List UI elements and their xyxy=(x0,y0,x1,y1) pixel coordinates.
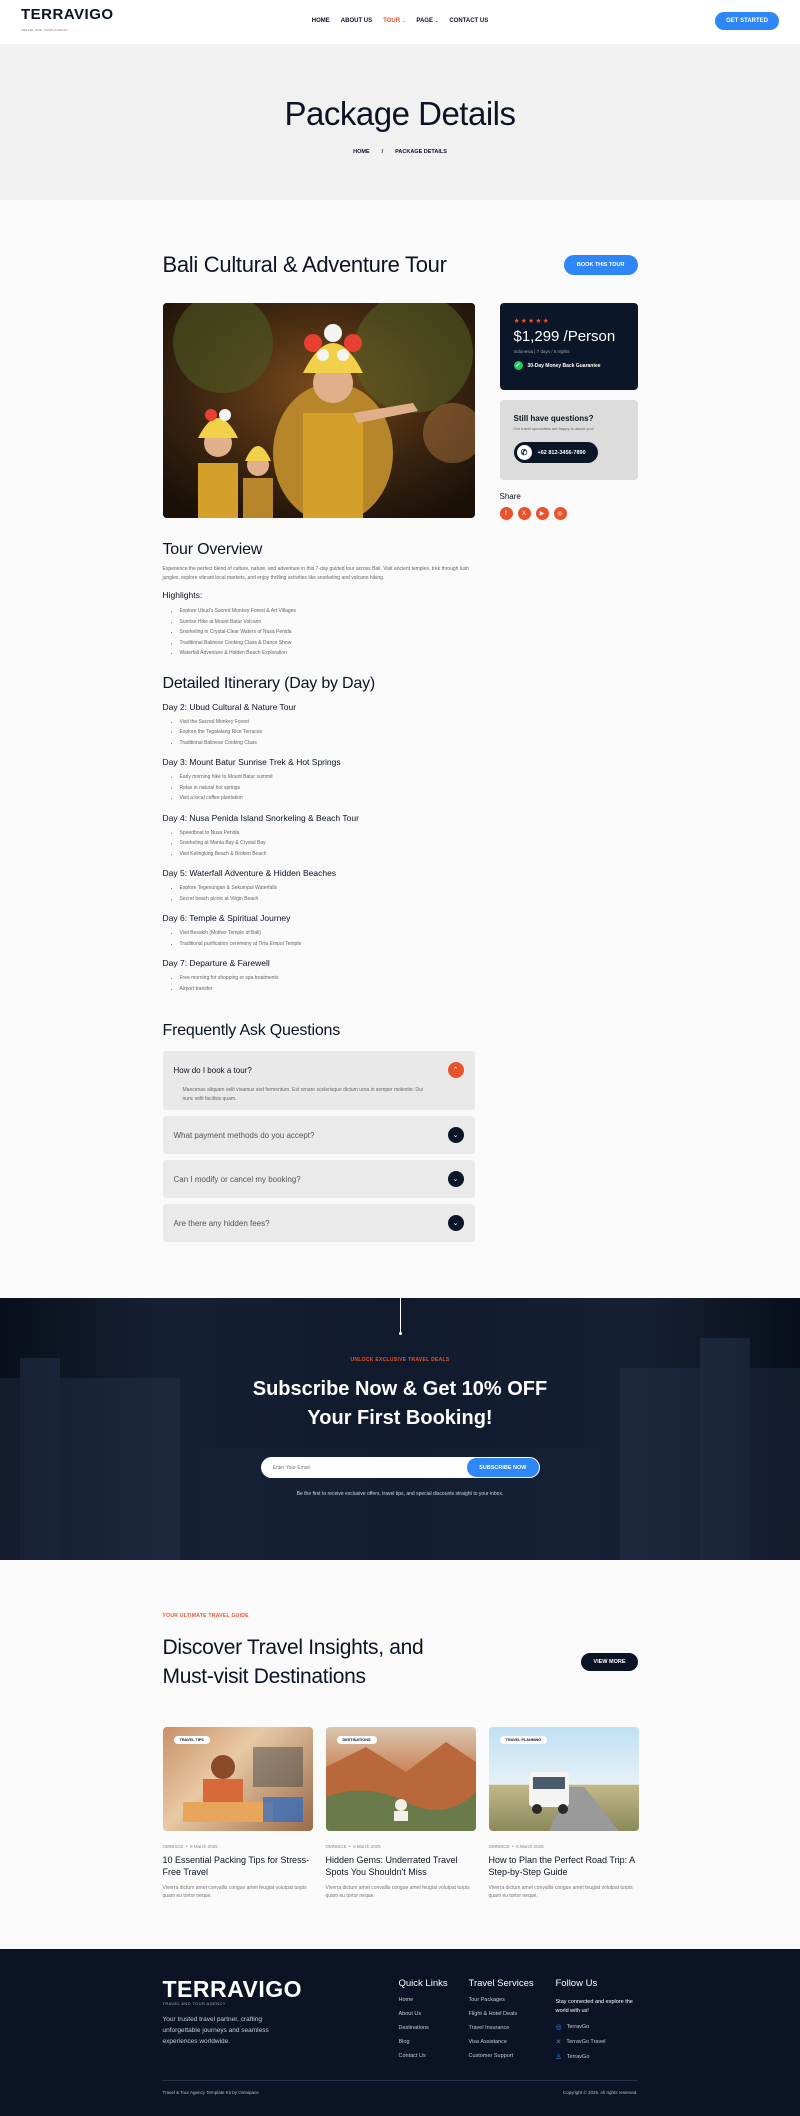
list-item: • Free morning for shopping or spa treatments xyxy=(180,973,475,984)
blog-meta: OMNISCE • 6 March 2025 xyxy=(325,1844,381,1849)
phone-button[interactable]: ✆ +62 812-3456-7890 xyxy=(514,442,598,463)
list-item: • Early morning hike to Mount Batur summit xyxy=(180,772,475,783)
follow-title: Follow Us xyxy=(555,1978,598,1989)
email-input[interactable] xyxy=(273,1465,413,1471)
highlights-title: Highlights: xyxy=(162,590,203,600)
price-card xyxy=(500,303,638,390)
day-title: Day 4: Nusa Penida Island Snorkeling & Beach Tour xyxy=(162,812,359,823)
itinerary-day xyxy=(163,958,475,994)
x-icon: ✕ xyxy=(555,2039,562,2046)
blog-excerpt: Viverra dictum amet convallis congue amet feugiat volutpat turpis quam eu tortor neque. xyxy=(162,1885,307,1899)
chevron-down-icon[interactable]: ⌄ xyxy=(448,1215,464,1231)
blog-card[interactable] xyxy=(489,1727,639,1900)
blog-image xyxy=(163,1727,313,1831)
day-title: Day 6: Temple & Spiritual Journey xyxy=(162,913,291,923)
left-column xyxy=(163,303,475,1248)
questions-title: Still have questions? xyxy=(513,414,594,423)
nav-contact[interactable]: CONTACT US xyxy=(449,18,489,24)
decorative-line xyxy=(400,1298,401,1333)
subscribe-title: Subscribe Now & Get 10% OFF Your First Booking! xyxy=(252,1378,548,1429)
day-title: Day 5: Waterfall Adventure & Hidden Beaches xyxy=(162,868,337,878)
blog-card[interactable] xyxy=(326,1727,476,1900)
social-link[interactable]: ◎ TerravGo xyxy=(555,2024,590,2031)
check-icon: ✓ xyxy=(515,363,521,369)
blog-meta: OMNISCE • 6 March 2025 xyxy=(488,1844,544,1849)
chevron-down-icon[interactable]: ⌄ xyxy=(448,1171,464,1187)
list-item: • Traditional Balinese Cooking Class & Dance Show xyxy=(180,638,475,649)
list-item: • Visit Kelingking Beach & Broken Beach xyxy=(180,849,475,860)
blog-excerpt: Viverra dictum amet convallis congue amet feugiat volutpat turpis quam eu tortor neque. xyxy=(325,1885,470,1899)
view-more-button[interactable]: VIEW MORE xyxy=(581,1653,637,1671)
tour-image xyxy=(163,303,475,518)
tour-overview xyxy=(163,541,475,659)
list-item: • Explore Tegenungan & Sekumpul Waterfalls xyxy=(180,883,475,894)
faq-question: Can I modify or cancel my booking? xyxy=(173,1174,301,1184)
list-item: • Explore the Tegalalang Rice Terraces xyxy=(180,727,475,738)
instagram-icon[interactable]: ◎ xyxy=(554,507,567,520)
blog-section xyxy=(163,1560,638,1900)
list-item: • Relax in natural hot springs xyxy=(180,783,475,794)
footer-credit: Travel & Tour Agency Template Kit by Omnipace xyxy=(162,2090,259,2095)
list-item: • Traditional Balinese Cooking Class xyxy=(180,738,475,749)
main-nav xyxy=(312,18,488,24)
subscribe-form xyxy=(261,1457,540,1478)
blog-tag: TRAVEL TIPS xyxy=(174,1736,210,1744)
list-item: • Secret beach picnic at Virgin Beach xyxy=(180,894,475,905)
blog-post-title[interactable]: Hidden Gems: Underrated Travel Spots You Shouldn't Miss xyxy=(325,1855,458,1877)
blog-tag: DESTINATIONS xyxy=(337,1736,377,1744)
itinerary-day xyxy=(163,813,475,860)
blog-tag: TRAVEL PLANNING xyxy=(500,1736,548,1744)
faq-item[interactable] xyxy=(163,1204,475,1242)
faq-question: How do I book a tour? xyxy=(173,1065,252,1075)
questions-subtitle: Our travel specialists are happy to assist you! xyxy=(513,426,594,431)
day-title: Day 3: Mount Batur Sunrise Trek & Hot Springs xyxy=(162,757,341,767)
blog-kicker: YOUR ULTIMATE TRAVEL GUIDE xyxy=(162,1613,249,1619)
footer-quick-links xyxy=(399,1978,448,2059)
faq-list xyxy=(163,1051,475,1242)
book-tour-button[interactable]: BOOK THIS TOUR xyxy=(564,255,638,275)
highlights-list xyxy=(163,606,475,659)
itinerary-day xyxy=(163,868,475,904)
youtube-icon[interactable]: ▶ xyxy=(536,507,549,520)
subscribe-note: Be the first to receive exclusive offers, travel tips, and special discounts straight to your inbox. xyxy=(296,1491,504,1497)
itinerary-title: Detailed Itinerary (Day by Day) xyxy=(162,674,376,692)
footer-link[interactable]: About Us xyxy=(398,2011,422,2017)
faq-item[interactable] xyxy=(163,1051,475,1110)
list-item: • Snorkeling in Crystal-Clear Waters of Nusa Penida xyxy=(180,627,475,638)
rating-stars: ★★★★★ xyxy=(513,318,550,325)
chevron-down-icon[interactable]: ⌄ xyxy=(448,1127,464,1143)
itinerary xyxy=(163,675,475,995)
price: $1,299 /Person xyxy=(513,328,616,345)
footer-link[interactable]: Destinations xyxy=(398,2025,429,2031)
nav-tour[interactable]: TOUR ⌄ xyxy=(383,18,406,24)
get-started-button[interactable]: GET STARTED xyxy=(715,12,779,30)
chevron-up-icon[interactable]: ⌃ xyxy=(448,1062,464,1078)
faq-title: Frequently Ask Questions xyxy=(162,1022,341,1039)
list-item: • Airport transfer xyxy=(180,984,475,995)
facebook-icon[interactable]: f xyxy=(500,507,513,520)
list-item: • Waterfall Adventure & Hidden Beach Exploration xyxy=(180,648,475,659)
share-label: Share xyxy=(499,492,521,501)
subscribe-kicker: UNLOCK EXCLUSIVE TRAVEL DEALS xyxy=(350,1357,450,1363)
site-header xyxy=(0,0,800,44)
subscribe-section xyxy=(0,1298,800,1560)
footer-about: Your trusted travel partner, crafting unforgettable journeys and seamless experiences worldwide. xyxy=(162,2016,269,2045)
footer-services xyxy=(469,1978,534,2059)
logo-tagline: TRAVEL AND TOUR AGENCY xyxy=(21,27,69,32)
right-sidebar xyxy=(500,303,638,1248)
nav-home[interactable]: HOME xyxy=(311,18,330,24)
faq-section xyxy=(163,1022,475,1242)
footer-logo[interactable]: TERRAVIGO xyxy=(162,1976,303,2002)
package-main xyxy=(163,200,638,1248)
share-block xyxy=(500,492,638,520)
content-grid xyxy=(163,303,638,1248)
faq-question: What payment methods do you accept? xyxy=(173,1130,315,1140)
blog-excerpt: Viverra dictum amet convallis congue amet feugiat volutpat turpis quam eu tortor neque. xyxy=(488,1885,633,1899)
logo-text: TERRAVIGO xyxy=(21,5,114,23)
breadcrumb-separator: / xyxy=(381,149,384,155)
faq-answer: Maecenas aliquam velit vivamus sed fermentum. Est ornare scelerisque dictum urna in semper molestie. Dui nunc velit facilisis quam. xyxy=(182,1087,423,1102)
quick-links-title: Quick Links xyxy=(398,1978,448,1989)
breadcrumb xyxy=(353,149,447,155)
overview-text: Experience the perfect blend of culture, nature, and adventure in this 7-day guided tour across Bali. Visit ancient temples, trek through lush jungles, explore vibrant local markets, and enjoy thrilling activities like snorkeling and volcano hiking. xyxy=(162,566,469,581)
footer-bottom xyxy=(163,2080,638,2095)
page-title: Package Details xyxy=(284,95,516,132)
follow-text: Stay connected and explore the world with us! xyxy=(555,1999,633,2014)
itinerary-day xyxy=(163,757,475,804)
list-item: • Sunrise Hike at Mount Batur Volcano xyxy=(180,617,475,628)
list-item: • Visit a local coffee plantation xyxy=(180,793,475,804)
blog-post-title[interactable]: 10 Essential Packing Tips for Stress-Free Travel xyxy=(162,1855,310,1877)
social-link[interactable]: ♙ TerravGo xyxy=(555,2054,590,2061)
footer-link[interactable]: Home xyxy=(398,1997,414,2003)
day-title: Day 2: Ubud Cultural & Nature Tour xyxy=(162,701,297,712)
footer-link[interactable]: Visa Assistance xyxy=(468,2039,507,2045)
faq-item[interactable] xyxy=(163,1160,475,1198)
instagram-icon: ◎ xyxy=(555,2024,562,2031)
blog-post-title[interactable]: How to Plan the Perfect Road Trip: A Step-by-Step Guide xyxy=(488,1855,635,1877)
page-hero xyxy=(0,44,800,200)
footer-link[interactable]: Flight & Hotel Deals xyxy=(468,2011,518,2017)
faq-item[interactable] xyxy=(163,1116,475,1154)
footer-copyright: Copyright © 2025. All rights reserved. xyxy=(562,2090,638,2095)
guarantee: ✓ 30-Day Money Back Guarantee xyxy=(515,362,601,369)
x-icon[interactable]: X xyxy=(518,507,531,520)
blog-meta: OMNISCE • 6 March 2025 xyxy=(162,1844,218,1849)
questions-card xyxy=(500,400,638,480)
social-link[interactable]: ✕ TerravGo Travel xyxy=(555,2039,606,2046)
list-item: • Explore Ubud's Sacred Monkey Forest & Art Villages xyxy=(180,606,475,617)
nav-page[interactable]: PAGE ⌄ xyxy=(416,18,439,24)
user-icon: ♙ xyxy=(555,2054,562,2061)
package-title: Bali Cultural & Adventure Tour xyxy=(162,252,447,277)
itinerary-day xyxy=(163,913,475,949)
blog-image xyxy=(326,1727,476,1831)
itinerary-day xyxy=(163,702,475,749)
package-title-row xyxy=(163,252,638,278)
nav-about[interactable]: ABOUT US xyxy=(340,18,373,24)
blog-cards xyxy=(163,1727,638,1900)
list-item: • Speedboat to Nusa Penida xyxy=(180,828,475,839)
footer-link[interactable]: Blog xyxy=(398,2039,410,2045)
faq-question: Are there any hidden fees? xyxy=(173,1218,270,1228)
tour-duration: Indonesia | 7 days / 6 nights xyxy=(513,349,570,354)
list-item: • Visit the Sacred Monkey Forest xyxy=(180,717,475,728)
footer-link[interactable]: Travel Insurance xyxy=(468,2025,510,2031)
footer-link[interactable]: Tour Packages xyxy=(468,1997,505,2003)
day-title: Day 7: Departure & Farewell xyxy=(162,958,270,968)
services-title: Travel Services xyxy=(468,1978,534,1989)
overview-title: Tour Overview xyxy=(162,541,263,558)
footer-link[interactable]: Contact Us xyxy=(398,2053,426,2059)
blog-title: Discover Travel Insights, and Must-visit Destinations xyxy=(162,1636,424,1688)
breadcrumb-home[interactable]: HOME xyxy=(353,149,370,155)
phone-icon: ✆ xyxy=(517,445,532,460)
subscribe-button[interactable]: SUBSCRIBE NOW xyxy=(467,1458,538,1477)
chevron-down-icon: ⌄ xyxy=(402,18,406,23)
footer-link[interactable]: Customer Support xyxy=(468,2053,514,2059)
decorative-dot xyxy=(399,1332,402,1335)
chevron-down-icon: ⌄ xyxy=(434,18,439,23)
list-item: • Snorkeling at Manta Bay & Crystal Bay xyxy=(180,838,475,849)
footer-follow xyxy=(556,1978,636,2061)
blog-image xyxy=(489,1727,639,1831)
breadcrumb-current: PACKAGE DETAILS xyxy=(395,149,447,155)
blog-card[interactable] xyxy=(163,1727,313,1900)
footer-logo-tagline: TRAVEL AND TOUR AGENCY xyxy=(162,2001,226,2006)
list-item: • Visit Besakih (Mother Temple of Bali) xyxy=(180,928,475,939)
logo[interactable] xyxy=(21,5,114,37)
list-item: • Traditional purification ceremony at Tirta Empul Temple xyxy=(180,939,475,950)
